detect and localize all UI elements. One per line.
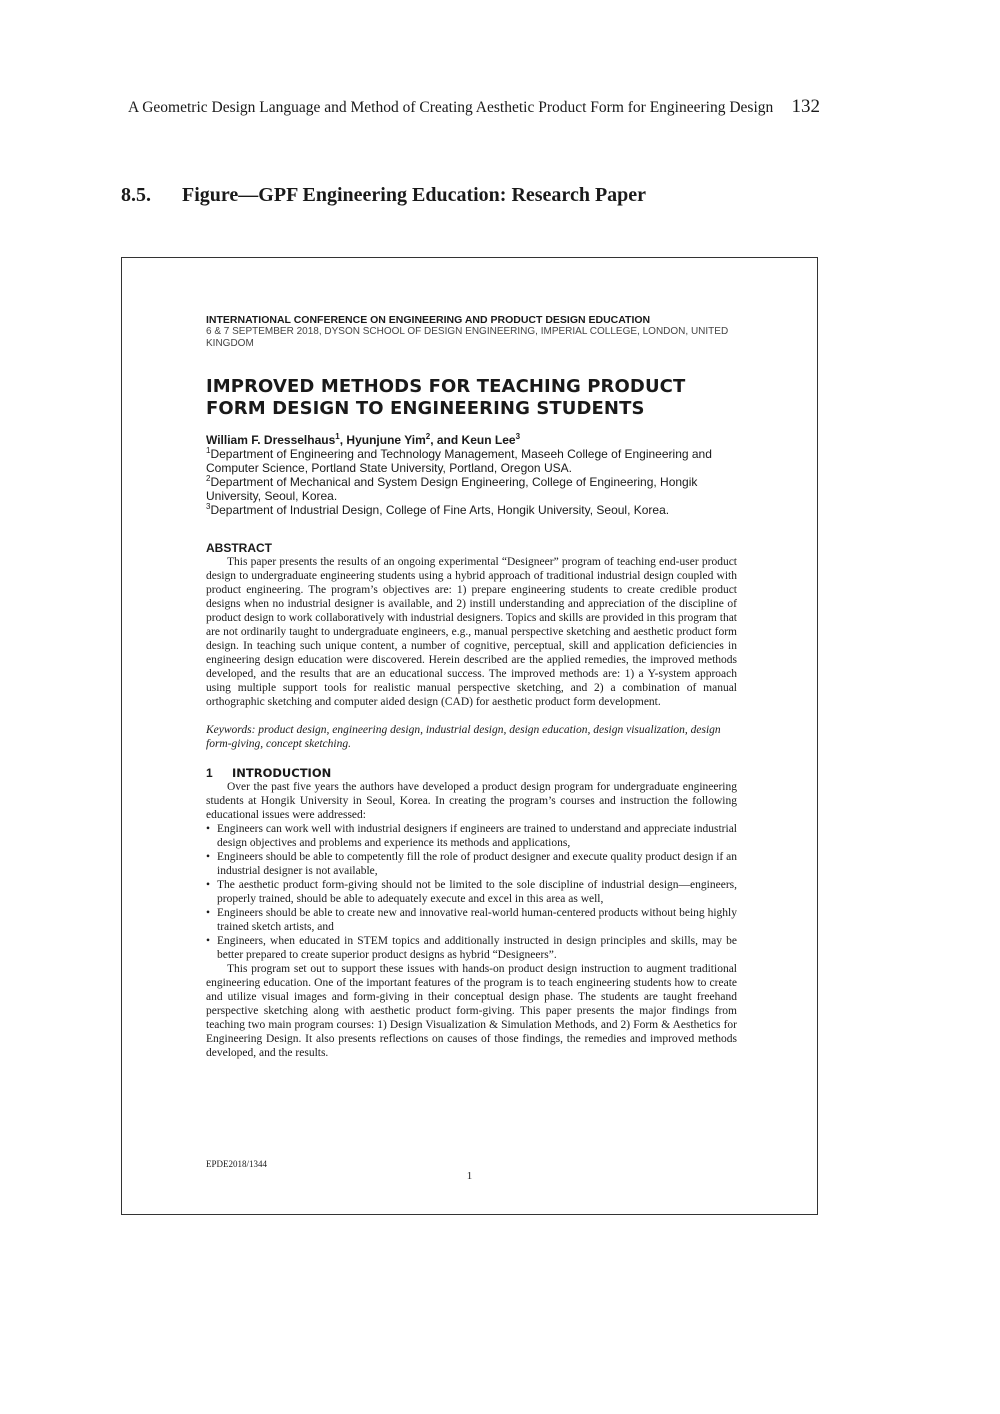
list-item: • Engineers should be able to create new and innovative real-world human-centered products without being highly trained sketch artists, and — [206, 906, 737, 934]
affiliation-2-sup: 2 — [206, 474, 211, 483]
intro-paragraph-1: Over the past five years the authors have developed a product design program for undergraduate engineering students at Hongik University in Seoul, Korea. In creating the program’s courses and instruction the following educational issues were addressed: — [206, 781, 737, 821]
figure-frame — [121, 257, 818, 1215]
author-3: , and Keun Lee — [430, 433, 516, 447]
keywords: Keywords: product design, engineering design, industrial design, design education, design visualization, design form-giving, concept sketching. — [206, 724, 721, 750]
list-item: • Engineers, when educated in STEM topics and additionally instructed in design principles and skills, may be better prepared to create superior product designs as hybrid “Designeers”. — [206, 934, 737, 962]
list-item: • Engineers can work well with industrial designers if engineers are trained to understand and appreciate industrial design objectives and problems and experience its methods and applications, — [206, 822, 737, 850]
section-heading — [121, 184, 646, 207]
running-header — [128, 96, 820, 118]
list-item: • The aesthetic product form-giving should not be limited to the sole discipline of industrial design—engineers, properly trained, should be able to adequately execute and excel in this area as well, — [206, 878, 737, 906]
section-number: 8.5. — [121, 184, 151, 206]
affiliation-1-text: Department of Engineering and Technology Management, Maseeh College of Engineering and Computer Science, Portland State University, Portland, Oregon USA. — [206, 447, 712, 475]
affiliation-1-sup: 1 — [206, 446, 211, 455]
conference-details: 6 & 7 SEPTEMBER 2018, DYSON SCHOOL OF DESIGN ENGINEERING, IMPERIAL COLLEGE, LONDON, UNITED KINGDOM — [206, 326, 729, 349]
introduction-number: 1 — [206, 766, 213, 780]
author-1-sup: 1 — [335, 432, 340, 441]
author-2: , Hyunjune Yim — [339, 433, 426, 447]
affiliation-2 — [206, 475, 737, 503]
section-title: Figure—GPF Engineering Education: Research Paper — [182, 184, 647, 206]
author-1: William F. Dresselhaus — [206, 433, 336, 447]
footer-code: EPDE2018/1344 — [206, 1159, 268, 1169]
affiliation-2-text: Department of Mechanical and System Design Engineering, College of Engineering, Hongik University, Seoul, Korea. — [206, 475, 698, 503]
page-number: 132 — [791, 96, 820, 117]
issues-list — [206, 822, 737, 962]
author-2-sup: 2 — [425, 432, 431, 441]
affiliation-1 — [206, 447, 737, 475]
intro-paragraph-2: This program set out to support these issues with hands-on product design instruction to augment traditional engineering education. One of the important features of the program is to teach engineering students how to create and utilize visual images and form-giving in their conceptual design phase. The students are taught freehand perspective sketching along with aesthetic product form-giving. This paper presents the major findings from teaching two main program courses: 1) Design Visualization & Simulation Methods, and 2) Form & Aesthetics for Engineering Design. It also presents reflections on causes of those findings, the remedies and improved methods developed, and the results. — [206, 963, 737, 1059]
affiliation-3 — [206, 503, 737, 517]
paper-title — [206, 376, 737, 420]
list-item: • Engineers should be able to competently fill the role of product designer and execute quality product design if an industrial designer is not available, — [206, 850, 737, 878]
abstract-heading: ABSTRACT — [206, 541, 272, 555]
running-title: A Geometric Design Language and Method of Creating Aesthetic Product Form for Engineering Design — [128, 99, 774, 116]
author-3-sup: 3 — [515, 432, 521, 441]
paper-page — [206, 314, 737, 1060]
abstract-text: This paper presents the results of an ongoing experimental “Designeer” program of teaching end-user product design to undergraduate engineering students using a hybrid approach of traditional industrial design coupled with product engineering. The program’s objectives are: 1) prepare engineering students to create credible product designs when no industrial designer is available, and 2) instill understanding and appreciation of the discipline of product design to work collaboratively with industrial designers. Topics and skills are provided in this program that are not ordinarily taught to undergraduate engineers, e.g., manual perspective sketching and aesthetic product form design. In teaching such unique content, a number of cognitive, perceptual, skill and application deficiencies in engineering design education were discovered. Herein described are the applied remedies, the improved methods developed, and the results that are an educational success. The improved methods are: 1) a Y-system approach using multiple support tools for realistic manual perspective sketching, and 2) a combination of manual orthographic sketching and computer aided design (CAD) for aesthetic product form development. — [206, 556, 737, 708]
footer-page-number: 1 — [466, 1170, 473, 1182]
authors — [206, 433, 737, 447]
paper-title-line-2: FORM DESIGN TO ENGINEERING STUDENTS — [206, 398, 645, 419]
paper-title-line-1: IMPROVED METHODS FOR TEACHING PRODUCT — [206, 376, 686, 397]
introduction-heading — [206, 766, 737, 780]
affiliation-3-sup: 3 — [206, 502, 211, 511]
conference-title: INTERNATIONAL CONFERENCE ON ENGINEERING AND PRODUCT DESIGN EDUCATION — [206, 314, 651, 326]
affiliation-3-text: Department of Industrial Design, College of Fine Arts, Hongik University, Seoul, Korea. — [210, 503, 670, 517]
introduction-title: INTRODUCTION — [232, 766, 332, 780]
